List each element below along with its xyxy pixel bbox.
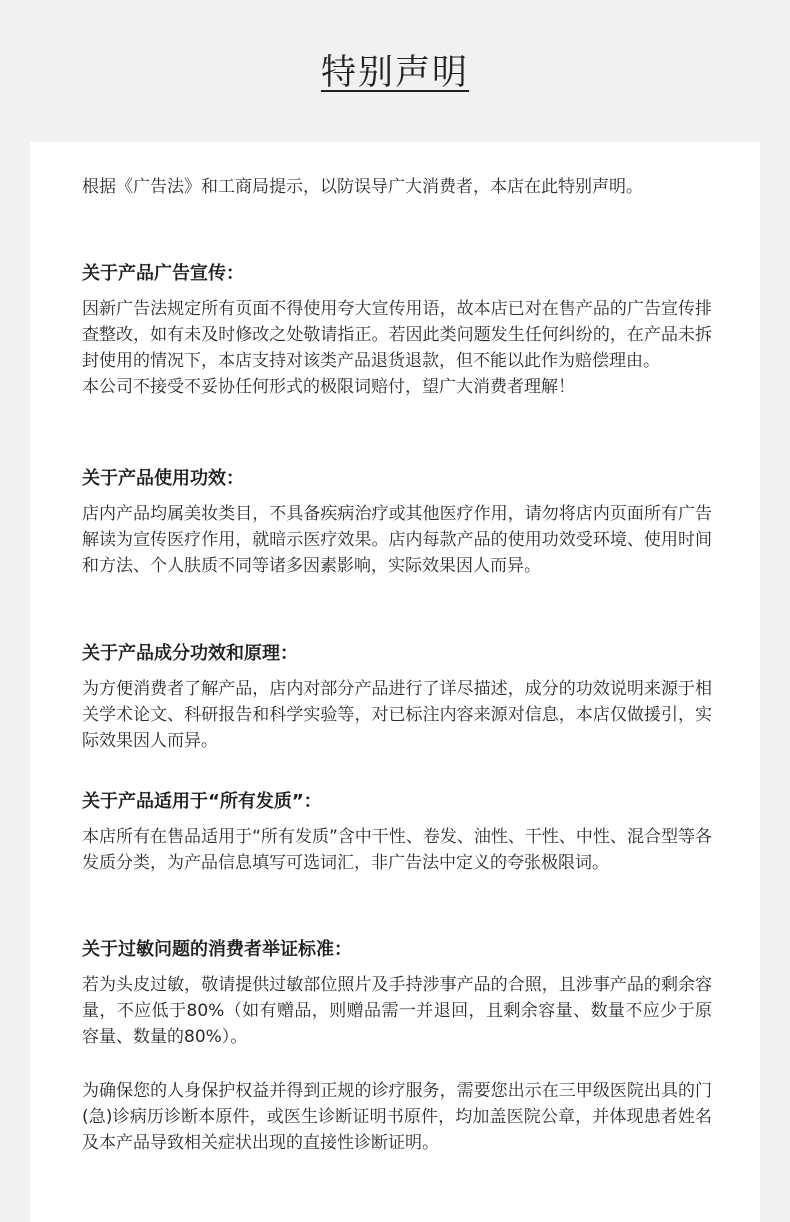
section-heading: 关于产品适用于“所有发质”： [82,791,322,812]
section-ingredients [82,641,712,754]
section-medical-proof [82,1078,712,1156]
section-paragraph: 本公司不接受不妥协任何形式的极限词赔付，望广大消费者理解！ [82,377,575,397]
section-heading: 关于过敏问题的消费者举证标准： [82,939,352,960]
section-paragraph: 为方便消费者了解产品，店内对部分产品进行了详尽描述，成分的功效说明来源于相关学术论文、科研报告和科学实验等，对已标注内容来源对信息，本店仅做援引，实际效果因人而异。 [82,679,712,751]
section-paragraph: 为确保您的人身保护权益并得到正规的诊疗服务，需要您出示在三甲级医院出具的门(急)诊病历诊断本原件，或医生诊断证明书原件，均加盖医院公章，并体现患者姓名及本产品导致相关症状出现的直接性诊断证明。 [82,1081,712,1153]
section-paragraph: 本店所有在售品适用于“所有发质”含中干性、卷发、油性、干性、中性、混合型等各发质分类，为产品信息填写可选词汇，非广告法中定义的夸张极限词。 [82,827,712,873]
title-area [0,52,790,94]
section-heading: 关于产品广告宣传： [82,263,244,284]
intro-text: 根据《广告法》和工商局提示，以防误导广大消费者，本店在此特别声明。 [82,177,643,197]
section-paragraph: 店内产品均属美妆类目，不具备疾病治疗或其他医疗作用，请勿将店内页面所有广告解读为宣传医疗作用，就暗示医疗效果。店内每款产品的使用功效受环境、使用时间和方法、个人肤质不同等诸多因素影响，实际效果因人而异。 [82,504,712,576]
section-efficacy [82,466,712,579]
section-advertising [82,261,712,400]
section-paragraph: 若为头皮过敏，敬请提供过敏部位照片及手持涉事产品的合照，且涉事产品的剩余容量，不应低于80%（如有赠品，则赠品需一并退回，且剩余容量、数量不应少于原容量、数量的80%）。 [82,975,712,1047]
section-heading: 关于产品使用功效： [82,468,244,489]
section-paragraph: 因新广告法规定所有页面不得使用夸大宣传用语，故本店已对在售产品的广告宣传排查整改，如有未及时修改之处敬请指正。若因此类问题发生任何纠纷的，在产品未拆封使用的情况下，本店支持对该类产品退货退款，但不能以此作为赔偿理由。 [82,299,712,371]
statement-content [82,174,712,1153]
statement-card [30,142,760,1222]
section-allergy [82,937,712,1050]
section-heading: 关于产品成分功效和原理： [82,643,298,664]
section-hair-types [82,789,712,876]
page-title: 特别声明 [320,53,469,93]
